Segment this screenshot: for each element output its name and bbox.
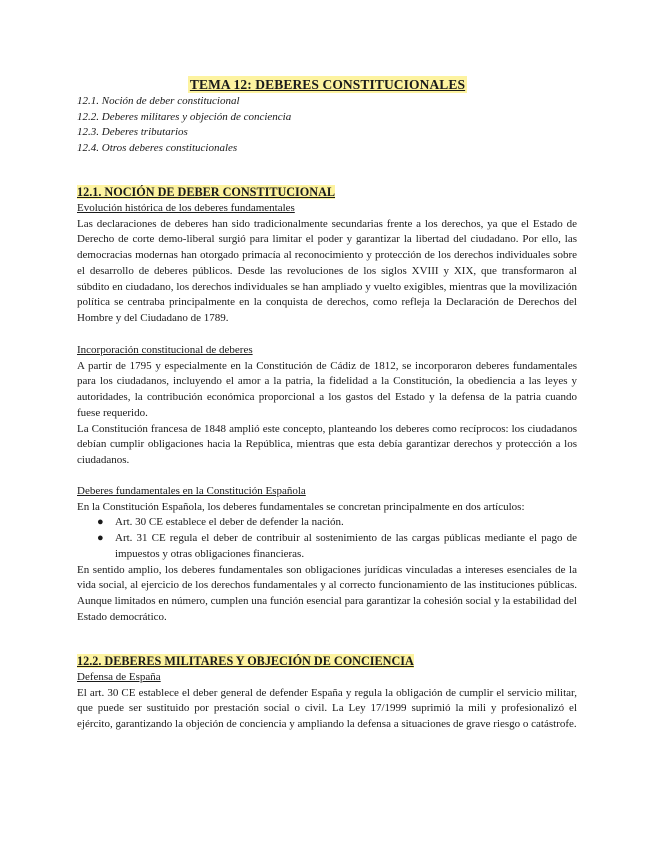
list-item-text: Art. 31 CE regula el deber de contribuir al sostenimiento de las cargas públicas mediante el pago de impuestos y otras obligaciones financieras. [115, 532, 577, 560]
subsection-heading: Incorporación constitucional de deberes [77, 344, 253, 356]
section-heading-text: 12.2. DEBERES MILITARES Y OBJECIÓN DE CONCIENCIA [77, 654, 414, 668]
toc-item: 12.3. Deberes tributarios [77, 126, 188, 138]
bullet-list [77, 515, 577, 562]
paragraph: Las declaraciones de deberes han sido tradicionalmente secundarias frente a los derechos, ya que el Estado de Derecho de corte demo-liberal surgió para limitar el poder y garantizar la libertad del ciudadano. Por ello, las democracias modernas han otorgado primacía al reconocimiento y protección de los derechos individuales sobre el desarrollo de deberes públicos. Desde las revoluciones de los siglos XVIII y XIX, que transformaron al súbdito en ciudadano, los derechos individuales se han ampliado y vuelto exigibles, mientras que la movilización política se centraba principalmente en la conquista de derechos, como refleja la Declaración de Derechos del Hombre y del Ciudadano de 1789. [77, 217, 577, 324]
section-heading-text: 12.1. NOCIÓN DE DEBER CONSTITUCIONAL [77, 185, 336, 199]
document-title: TEMA 12: DEBERES CONSTITUCIONALES [189, 77, 466, 92]
paragraph: En la Constitución Española, los deberes fundamentales se concretan principalmente en dos artículos: [77, 500, 525, 513]
section-12-2 [77, 653, 577, 733]
toc-item: 12.2. Deberes militares y objeción de conciencia [77, 110, 292, 123]
section-heading [77, 184, 577, 201]
subsection-constitucion-espanola [77, 484, 577, 625]
paragraph: La Constitución francesa de 1848 amplió este concepto, planteando los deberes como recíprocos: los ciudadanos debían cumplir obligaciones hacia la República, mientras que esta debía garantizar derechos y protección a los ciudadanos. [77, 422, 577, 466]
section-12-1 [77, 184, 577, 327]
paragraph: El art. 30 CE establece el deber general de defender España y regula la obligación de cumplir el servicio militar, que puede ser sustituido por prestación social o civil. La Ley 17/1999 suprimió la mili y profesionalizó el ejército, garantizando la objeción de conciencia y ampliando la defensa a situaciones de grave riesgo o catástrofe. [77, 686, 577, 731]
section-heading [77, 653, 577, 670]
title-container [0, 76, 655, 94]
subsection-heading: Evolución histórica de los deberes fundamentales [77, 202, 295, 214]
paragraph: En sentido amplio, los deberes fundamentales son obligaciones jurídicas vinculadas a intereses esenciales de la vida social, al ejercicio de los derechos fundamentales y al correcto funcionamiento de las instituciones públicas. Aunque limitados en número, cumplen una función esencial para garantizar la cohesión social y la estabilidad del Estado democrático. [77, 563, 577, 623]
bullet-icon: ● [97, 532, 104, 545]
list-item-text: Art. 30 CE establece el deber de defender la nación. [115, 516, 344, 529]
subsection-heading: Defensa de España [77, 671, 161, 683]
bullet-icon: ● [97, 516, 104, 529]
subsection-incorporacion [77, 343, 577, 469]
paragraph: A partir de 1795 y especialmente en la Constitución de Cádiz de 1812, se incorporaron deberes fundamentales para los ciudadanos, incluyendo el amor a la patria, la fidelidad a la Constitución, la obediencia a las leyes y autoridades, la contribución económica proporcional a los gastos del Estado y la defensa de la patria cuando fuese requerido. [77, 359, 577, 419]
table-of-contents [77, 94, 291, 156]
toc-item: 12.4. Otros deberes constitucionales [77, 141, 238, 154]
subsection-heading: Deberes fundamentales en la Constitución Española [77, 485, 306, 497]
toc-item: 12.1. Noción de deber constitucional [77, 95, 240, 107]
list-item [77, 515, 577, 531]
list-item [77, 531, 577, 562]
